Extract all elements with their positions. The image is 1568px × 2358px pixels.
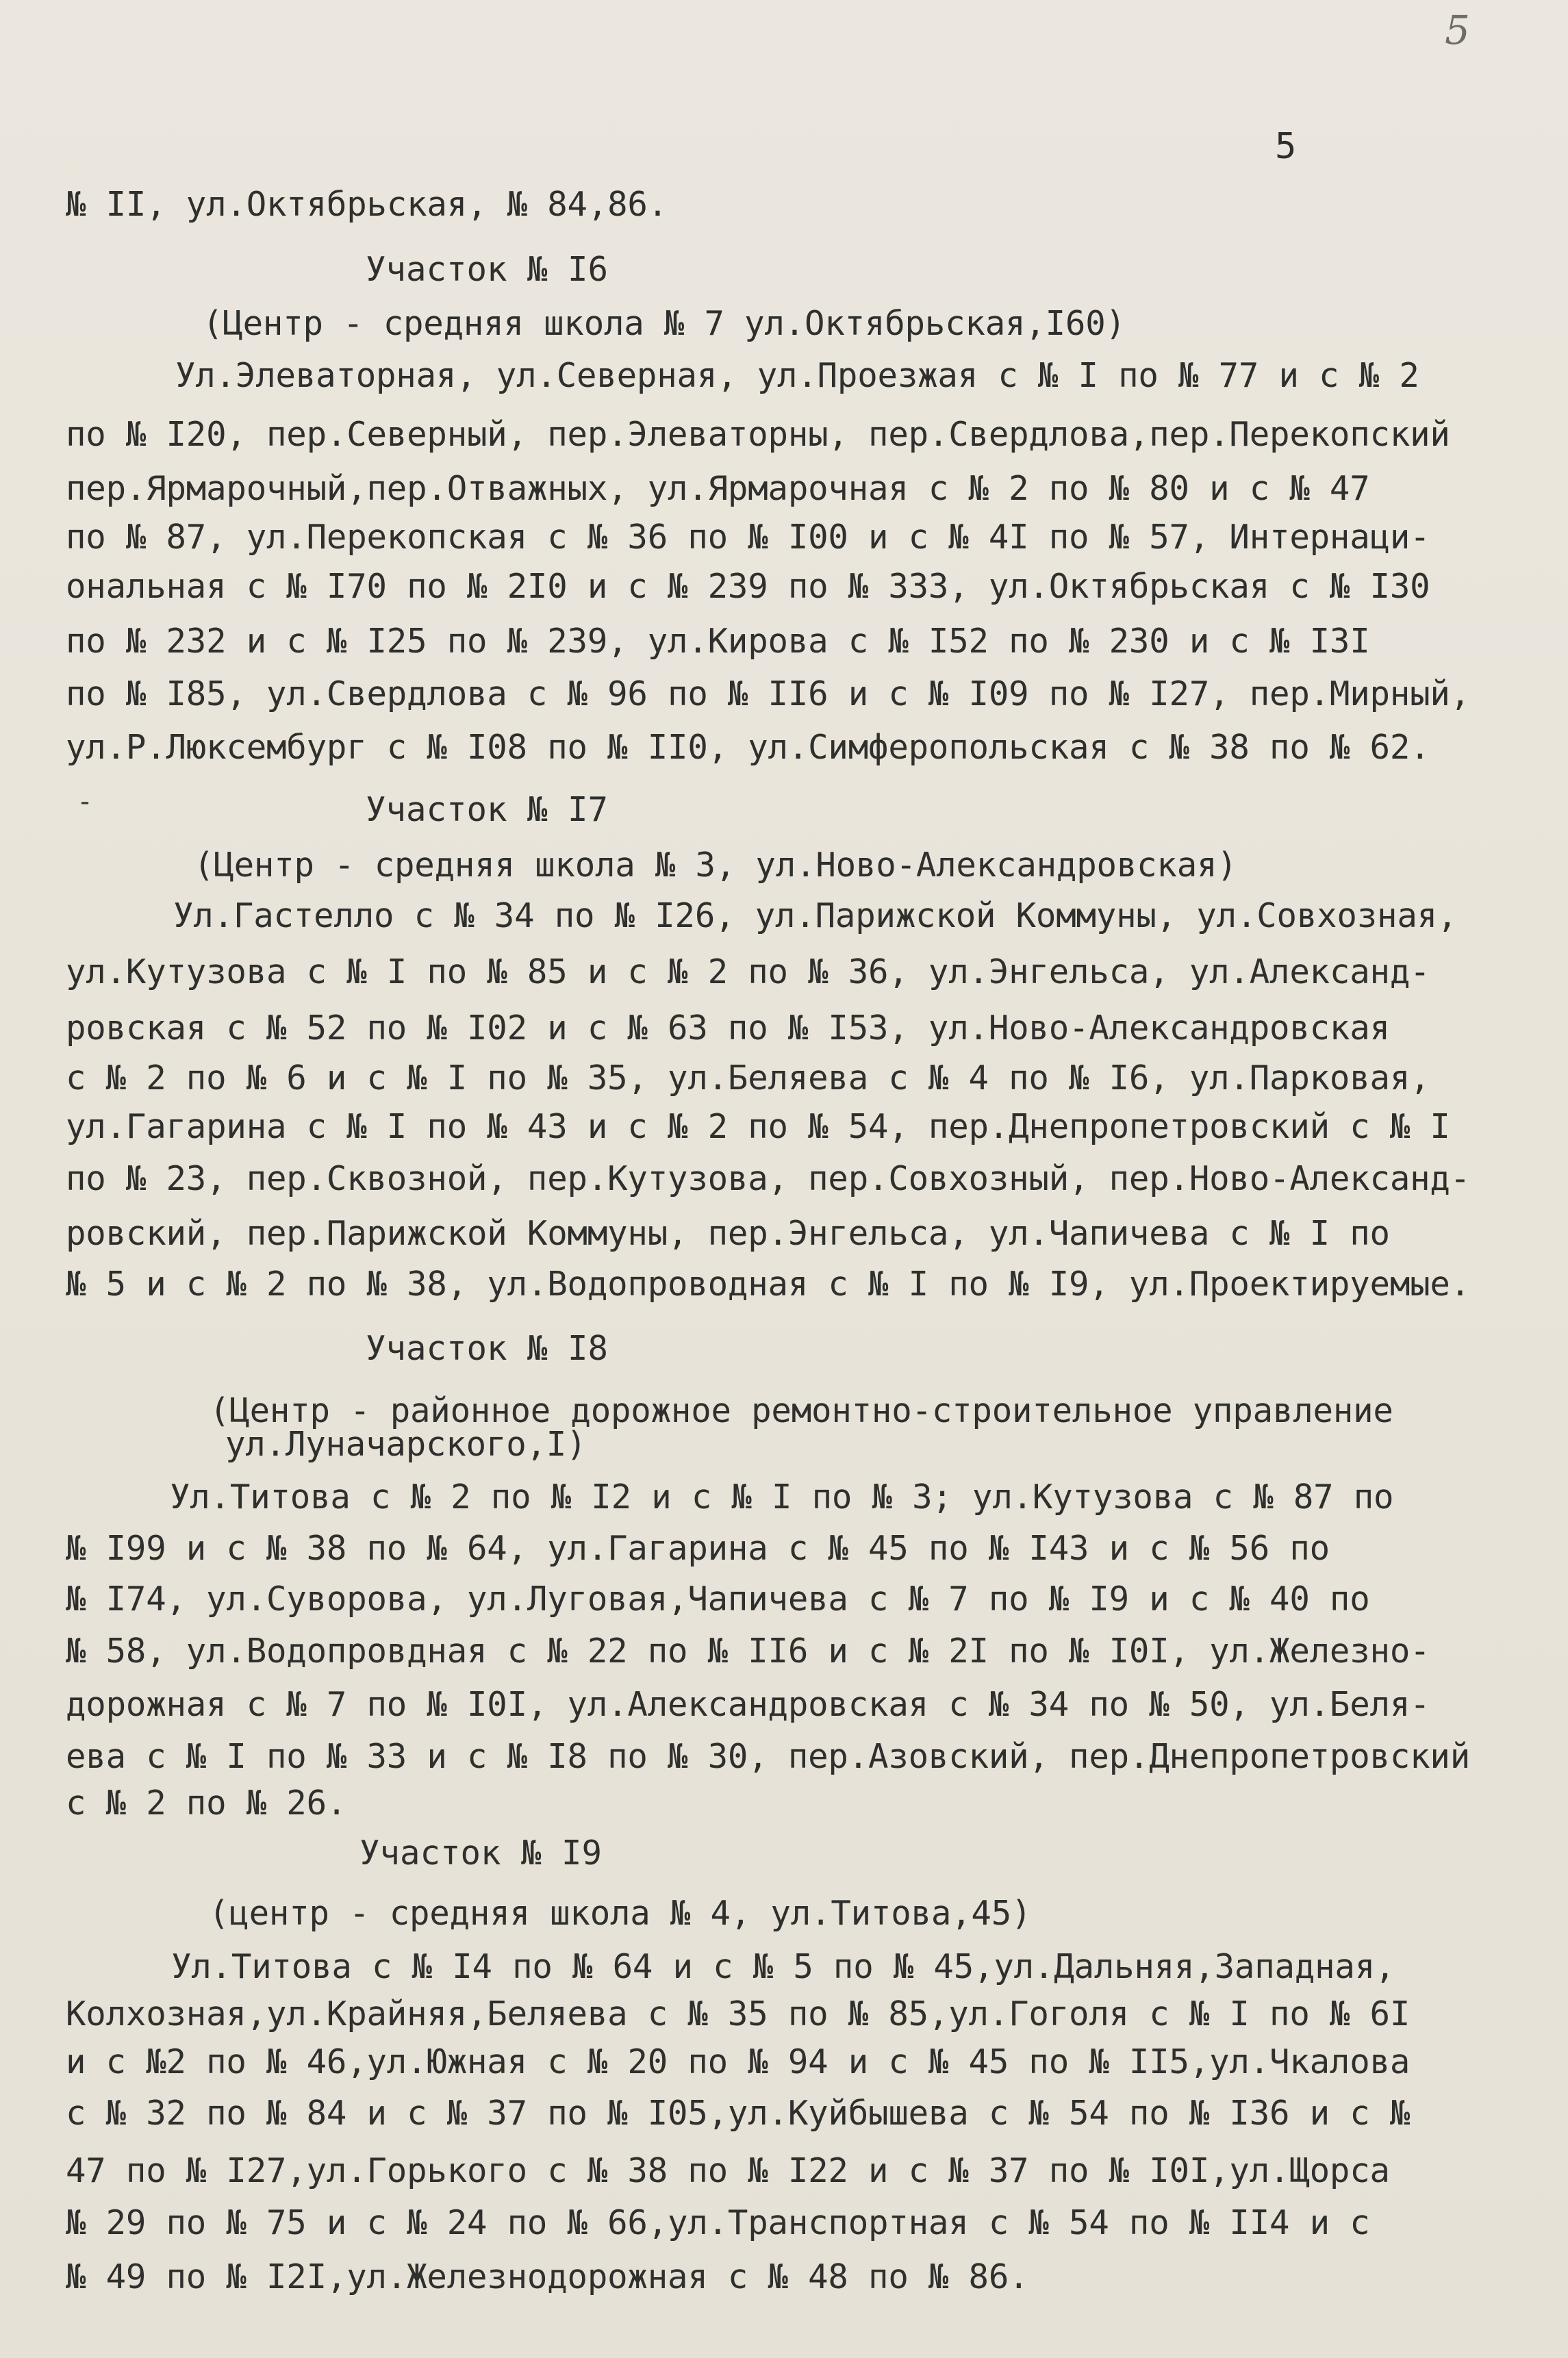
line-34: Ул.Титова с № I4 по № 64 и с № 5 по № 45,ул.Дальняя,Западная, [171,1947,1395,1986]
line-11: ул.Р.Люксембург с № I08 по № II0, ул.Симферопольская с № 38 по № 62. [66,728,1430,767]
section-heading-17: Участок № I7 [366,790,609,829]
section-center-19: (центр - средняя школа № 4, ул.Титова,45) [209,1894,1032,1933]
line-15: ул.Кутузова с № I по № 85 и с № 2 по № 36, ул.Энгельса, ул.Александ- [66,952,1430,991]
line-08: ональная с № I70 по № 2I0 и с № 239 по № 333, ул.Октябрьская с № I30 [66,567,1430,606]
section-center-18-line-2: ул.Луначарского,I) [225,1425,587,1464]
line-19: по № 23, пер.Сквозной, пер.Кутузова, пер.Совхозный, пер.Ново-Александ- [66,1159,1471,1198]
line-05: по № I20, пер.Северный, пер.Элеваторны, пер.Свердлова,пер.Перекопский [66,415,1450,454]
line-14: Ул.Гастелло с № 34 по № I26, ул.Парижской Коммуны, ул.Совхозная, [173,896,1458,935]
line-26: № I99 и с № 38 по № 64, ул.Гагарина с № 45 по № I43 и с № 56 по [66,1529,1330,1568]
line-10: по № I85, ул.Свердлова с № 96 по № II6 и с № I09 по № I27, пер.Мирный, [66,674,1471,713]
line-09: по № 232 и с № I25 по № 239, ул.Кирова с № I52 по № 230 и с № I3I [66,622,1370,661]
section-heading-19: Участок № I9 [359,1834,603,1873]
line-16: ровская с № 52 по № I02 и с № 63 по № I53, ул.Ново-Александровская [66,1009,1390,1048]
line-01: № II, ул.Октябрьская, № 84,86. [66,185,668,224]
section-center-16: (Центр - средняя школа № 7 ул.Октябрьская,I60) [203,304,1126,343]
line-31: с № 2 по № 26. [66,1784,347,1823]
line-17: с № 2 по № 6 и с № I по № 35, ул.Беляева с № 4 по № I6, ул.Парковая, [66,1058,1430,1098]
line-37: с № 32 по № 84 и с № 37 по № I05,ул.Куйбышева с № 54 по № I36 и с № [66,2094,1411,2133]
line-40: № 49 по № I2I,ул.Железнодорожная с № 48 по № 86. [66,2257,1029,2296]
section-center-17: (Центр - средняя школа № 3, ул.Ново-Александровская) [194,846,1237,885]
line-21: № 5 и с № 2 по № 38, ул.Водопроводная с № I по № I9, ул.Проектируемые. [66,1265,1471,1304]
line-38: 47 по № I27,ул.Горького с № 38 по № I22 и с № 37 по № I0I,ул.Щорса [66,2151,1390,2190]
line-06: пер.Ярмарочный,пер.Отважных, ул.Ярмарочная с № 2 по № 80 и с № 47 [66,469,1370,508]
line-20: ровский, пер.Парижской Коммуны, пер.Энгельса, ул.Чапичева с № I по [66,1214,1390,1253]
line-07: по № 87, ул.Перекопская с № 36 по № I00 и с № 4I по № 57, Интернаци- [66,518,1430,557]
line-18: ул.Гагарина с № I по № 43 и с № 2 по № 54, пер.Днепропетровский с № I [66,1107,1450,1146]
archive-page-number: 5 [1445,7,1470,53]
line-28: № 58, ул.Водопровдная с № 22 по № II6 и с № 2I по № I0I, ул.Железно- [66,1632,1430,1671]
line-35: Колхозная,ул.Крайняя,Беляева с № 35 по № 85,ул.Гоголя с № I по № 6I [66,1994,1411,2033]
line-39: № 29 по № 75 и с № 24 по № 66,ул.Транспортная с № 54 по № II4 и с [66,2203,1370,2242]
line-30: ева с № I по № 33 и с № I8 по № 30, пер.Азовский, пер.Днепропетровский [66,1737,1471,1776]
line-36: и с №2 по № 46,ул.Южная с № 20 по № 94 и с № 45 по № II5,ул.Чкалова [66,2042,1411,2081]
page-number: 5 [1275,126,1297,167]
line-04: Ул.Элеваторная, ул.Северная, ул.Проезжая с № I по № 77 и с № 2 [175,356,1419,395]
line-25: Ул.Титова с № 2 по № I2 и с № I по № 3; ул.Кутузова с № 87 по [170,1478,1394,1517]
section-heading-18: Участок № I8 [366,1329,609,1368]
margin-mark: - [77,786,94,817]
line-29: дорожная с № 7 по № I0I, ул.Александровская с № 34 по № 50, ул.Беля- [66,1685,1430,1724]
section-heading-16: Участок № I6 [366,250,609,289]
line-27: № I74, ул.Суворова, ул.Луговая,Чапичева с № 7 по № I9 и с № 40 по [66,1580,1370,1619]
section-center-18-line-1: (Центр - районное дорожное ремонтно-строительное управление [210,1391,1393,1430]
